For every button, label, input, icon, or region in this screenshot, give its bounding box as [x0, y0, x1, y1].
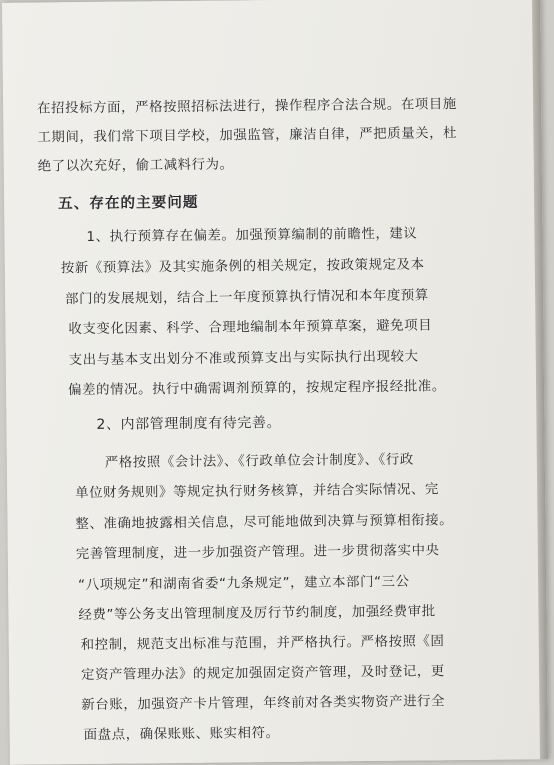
- issue2-line: 新台账，加强资产卡片管理，年终前对各类实物资产进行全: [81, 694, 446, 714]
- issue2-line: 整、准确地披露相关信息，尽可能地做到决算与预算相衔接。: [75, 513, 454, 533]
- body-line: 绝了以次充好，偷工减料行为。: [37, 157, 234, 175]
- scanned-page: [2, 0, 548, 765]
- issue1-line: 偏差的情况。执行中确需调剂预算的，按规定程序报经批准。: [68, 379, 446, 399]
- body-line: 在招投标方面，严格按照招标法进行，操作程序合法合规。在项目施: [37, 97, 457, 117]
- issue2-line: 定资产管理办法》的规定加强固定资产管理，及时登记，更: [80, 664, 445, 684]
- page-edge: [532, 0, 548, 759]
- body-line: 工期间，我们常下项目学校，加强监管，廉洁自律，严把质量关，杜: [37, 126, 458, 146]
- issue2-line: 单位财务规则》等规定执行财务核算，并结合实际情况、完: [75, 482, 439, 502]
- issue2-line: 严格按照《会计法》、《行政单位会计制度》、《行政: [104, 452, 414, 471]
- issue1-line: 收支变化因素、科学、合理地编制本年预算草案，避免项目: [68, 318, 433, 338]
- issue1-line: 按新《预算法》及其实施条例的相关规定，按政策规定及本: [60, 257, 425, 277]
- issue2-line: 完善管理制度，进一步加强资产管理。进一步贯彻落实中央: [75, 543, 440, 563]
- issue2-line: 和控制，规范支出标准与范围，并严格执行。严格按照《固: [80, 634, 445, 654]
- issue1-line: 1、执行预算存在偏差。加强预算编制的前瞻性，建议: [86, 226, 418, 245]
- issue2-line: 面盘点，确保账账、账实相符。: [83, 725, 280, 744]
- issue1-line: 部门的发展规划，结合上一年度预算执行情况和本年度预算: [65, 288, 429, 308]
- issue2-title: 2、内部管理制度有待完善。: [96, 414, 282, 433]
- issue2-line: “八项规定”和湖南省委“九条规定”，建立本部门“三公: [78, 574, 410, 594]
- issue2-line: 经费”等公务支出管理制度及厉行节约制度，加强经费审批: [78, 604, 436, 624]
- section-heading: 五、存在的主要问题: [58, 193, 199, 213]
- issue1-line: 支出与基本支出划分不准或预算支出与实际执行出现较大: [68, 349, 419, 369]
